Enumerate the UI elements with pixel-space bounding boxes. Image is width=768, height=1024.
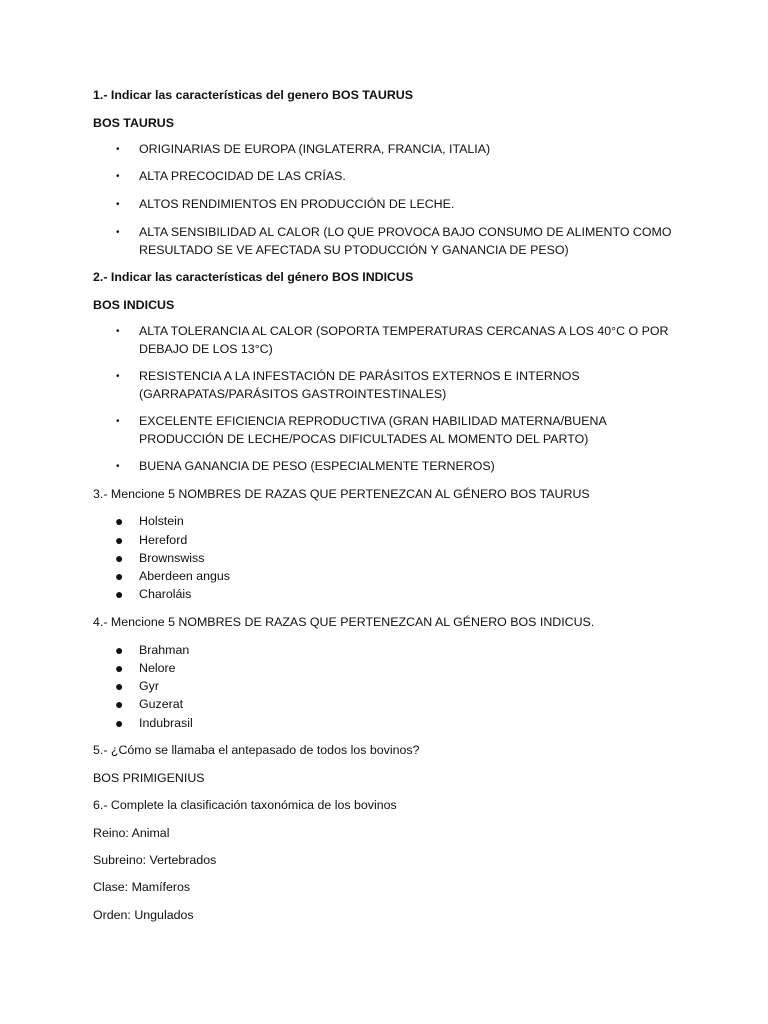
question-2: 2.- Indicar las características del género BOS INDICUS — [93, 270, 414, 284]
bullet-icon: ● — [115, 696, 124, 712]
list-item: ORIGINARIAS DE EUROPA (INGLATERRA, FRANCIA, ITALIA) — [139, 142, 491, 156]
list-item: Nelore — [139, 661, 176, 675]
bullet-icon: ● — [115, 586, 124, 602]
taxonomy-line: Clase: Mamíferos — [93, 880, 191, 894]
bullet-icon: ● — [115, 660, 124, 676]
list-item: ALTA SENSIBILIDAD AL CALOR (LO QUE PROVOCA BAJO CONSUMO DE ALIMENTO COMO RESULTADO SE VE AFECTADA SU PTODUCCIÓN Y GANANCIA DE PESO) — [139, 225, 672, 257]
bullet-icon: • — [116, 416, 120, 427]
list-item: Hereford — [139, 533, 188, 547]
bullet-icon: • — [116, 227, 120, 238]
taxonomy-line: Orden: Ungulados — [93, 908, 194, 922]
list-item: BUENA GANANCIA DE PESO (ESPECIALMENTE TERNEROS) — [139, 459, 495, 473]
heading-bos-indicus: BOS INDICUS — [93, 298, 175, 312]
answer-5: BOS PRIMIGENIUS — [93, 771, 205, 785]
bullet-icon: • — [116, 144, 120, 155]
list-item: ALTA PRECOCIDAD DE LAS CRÍAS. — [139, 169, 346, 183]
list-item: EXCELENTE EFICIENCIA REPRODUCTIVA (GRAN HABILIDAD MATERNA/BUENA PRODUCCIÓN DE LECHE/POCAS DIFICULTADES AL MOMENTO DEL PARTO) — [139, 414, 607, 446]
list-item: RESISTENCIA A LA INFESTACIÓN DE PARÁSITOS EXTERNOS E INTERNOS (GARRAPATAS/PARÁSITOS GASTROINTESTINALES) — [139, 369, 580, 401]
bullet-icon: ● — [115, 642, 124, 658]
list-item: ALTA TOLERANCIA AL CALOR (SOPORTA TEMPERATURAS CERCANAS A LOS 40°C O POR DEBAJO DE LOS 13°C) — [139, 324, 669, 356]
bullet-icon: ● — [115, 550, 124, 566]
bullet-icon: • — [116, 199, 120, 210]
bullet-icon: • — [116, 171, 120, 182]
question-4: 4.- Mencione 5 NOMBRES DE RAZAS QUE PERTENEZCAN AL GÉNERO BOS INDICUS. — [93, 615, 595, 629]
list-item: Aberdeen angus — [139, 569, 230, 583]
list-item: Indubrasil — [139, 716, 193, 730]
bullet-icon: ● — [115, 532, 124, 548]
question-5: 5.- ¿Cómo se llamaba el antepasado de todos los bovinos? — [93, 743, 420, 757]
question-1: 1.- Indicar las características del genero BOS TAURUS — [93, 88, 413, 102]
bullet-icon: ● — [115, 568, 124, 584]
bullet-icon: • — [116, 326, 120, 337]
list-item: Gyr — [139, 679, 159, 693]
question-6: 6.- Complete la clasificación taxonómica de los bovinos — [93, 798, 397, 812]
bullet-icon: • — [116, 461, 120, 472]
taxonomy-line: Subreino: Vertebrados — [93, 853, 217, 867]
taxonomy-line: Reino: Animal — [93, 826, 170, 840]
bullet-icon: ● — [115, 513, 124, 529]
list-item: Holstein — [139, 514, 184, 528]
bullet-icon: ● — [115, 715, 124, 731]
list-item: Brahman — [139, 643, 190, 657]
bullet-icon: ● — [115, 678, 124, 694]
list-item: Brownswiss — [139, 551, 205, 565]
list-item: Charoláis — [139, 587, 192, 601]
bullet-icon: • — [116, 371, 120, 382]
question-3: 3.- Mencione 5 NOMBRES DE RAZAS QUE PERTENEZCAN AL GÉNERO BOS TAURUS — [93, 487, 590, 501]
heading-bos-taurus: BOS TAURUS — [93, 116, 174, 130]
list-item: ALTOS RENDIMIENTOS EN PRODUCCIÓN DE LECHE. — [139, 197, 455, 211]
list-item: Guzerat — [139, 697, 184, 711]
